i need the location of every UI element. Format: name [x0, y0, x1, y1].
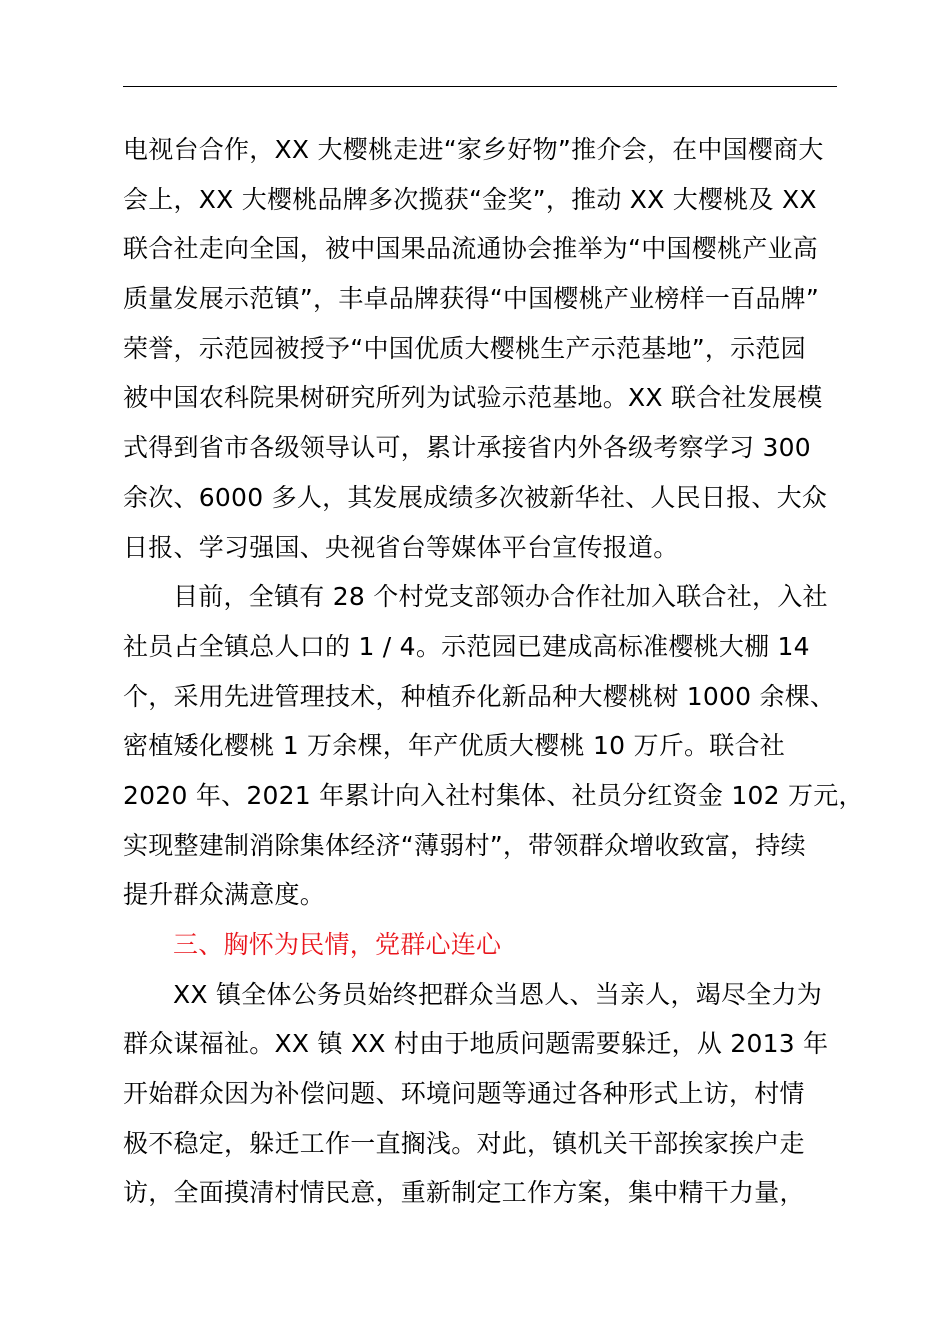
paragraph-start-line: XX 镇全体公务员始终把群众当恩人、当亲人，竭尽全力为: [173, 979, 822, 1009]
text-line: 社员占全镇总人口的 1 / 4。示范园已建成高标准樱桃大棚 14: [123, 631, 810, 661]
text-line: 日报、学习强国、央视省台等媒体平台宣传报道。: [123, 532, 679, 562]
text-line: 电视台合作，XX 大樱桃走进“家乡好物”推介会，在中国樱商大: [123, 135, 824, 164]
text-line: 余次、6000 多人，其发展成绩多次被新华社、人民日报、大众: [123, 482, 828, 512]
text-line: 访，全面摸清村情民意，重新制定工作方案，集中精干力量，: [123, 1178, 805, 1208]
text-line: 密植矮化樱桃 1 万余棵，年产优质大樱桃 10 万斤。联合社: [123, 731, 786, 761]
text-line: 群众谋福祉。XX 镇 XX 村由于地质问题需要躲迁，从 2013 年: [123, 1029, 829, 1059]
text-line: 2020 年、2021 年累计向入社村集体、社员分红资金 102 万元，: [123, 780, 864, 810]
text-line: 式得到省市各级领导认可，累计承接省内外各级考察学习 300: [123, 433, 811, 463]
text-line: 质量发展示范镇”，丰卓品牌获得“中国樱桃产业榜样一百品牌”: [123, 284, 820, 314]
text-line: 联合社走向全国，被中国果品流通协会推举为“中国樱桃产业高: [123, 234, 818, 264]
paragraph-start-line: 目前，全镇有 28 个村党支部领办合作社加入联合社，入社: [173, 582, 828, 612]
section-heading: 三、胸怀为民情，党群心连心: [173, 930, 502, 959]
header-rule: [123, 86, 837, 87]
body-text: [123, 125, 864, 1218]
text-line: 个，采用先进管理技术，种植乔化新品种大樱桃树 1000 余棵、: [123, 681, 836, 711]
text-line: 被中国农科院果树研究所列为试验示范基地。XX 联合社发展模: [123, 383, 823, 413]
text-line: 会上，XX 大樱桃品牌多次揽获“金奖”，推动 XX 大樱桃及 XX: [123, 184, 817, 214]
text-line: 开始群众因为补偿问题、环境问题等通过各种形式上访，村情: [123, 1079, 805, 1109]
text-line: 实现整建制消除集体经济“薄弱村”，带领群众增收致富，持续: [123, 830, 806, 860]
text-line: 提升群众满意度。: [123, 880, 326, 910]
text-line: 荣誉，示范园被授予“中国优质大樱桃生产示范基地”，示范园: [123, 333, 806, 363]
text-line: 极不稳定，躲迁工作一直搁浅。对此，镇机关干部挨家挨户走: [123, 1128, 805, 1158]
